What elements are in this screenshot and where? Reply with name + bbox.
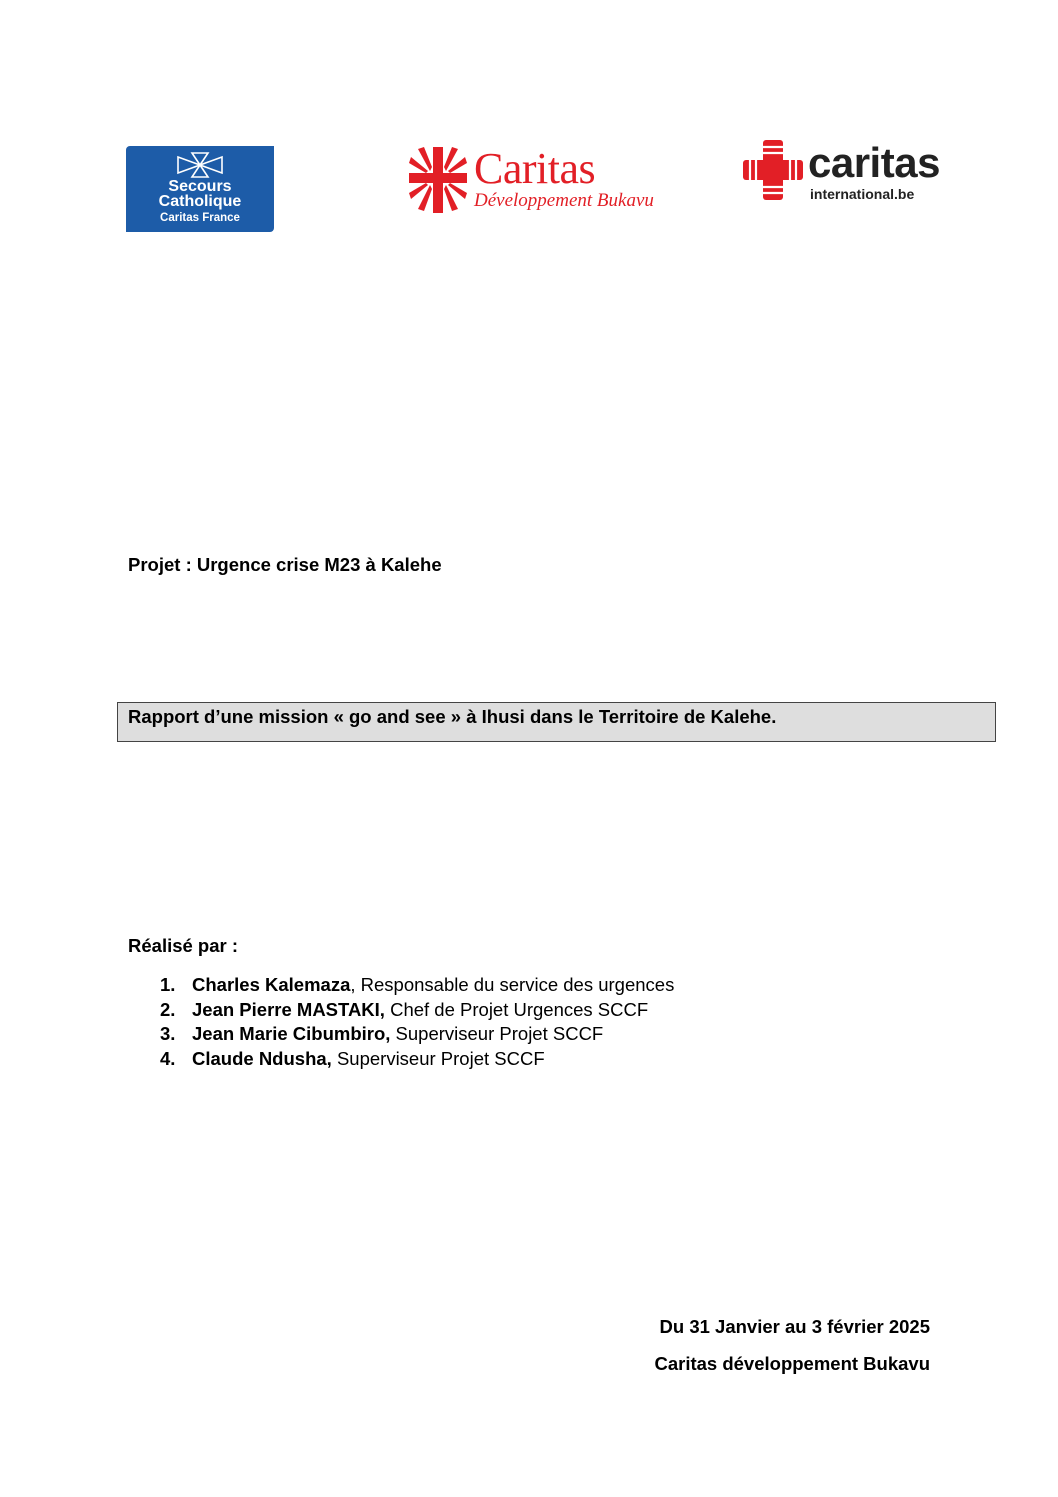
report-title: Rapport d’une mission « go and see » à Ihusi dans le Territoire de Kalehe. [128, 706, 777, 727]
logo-line-1: Secours [168, 178, 232, 195]
report-title-box [117, 702, 996, 742]
logo-line-2: Catholique [158, 193, 242, 210]
author-role: Superviseur Projet SCCF [331, 1047, 545, 1069]
author-name: Jean Pierre MASTAKI, [192, 998, 385, 1020]
list-number: 2. [160, 998, 176, 1020]
list-number: 3. [160, 1023, 176, 1044]
mission-date: Du 31 Janvier au 3 février 2025 [659, 1316, 930, 1337]
caritas-international-logo [741, 138, 957, 204]
maltese-cross-icon [174, 151, 226, 179]
secours-catholique-logo [126, 146, 274, 232]
list-item [160, 973, 674, 998]
author-name: Charles Kalemaza [192, 974, 351, 995]
author-role: Superviseur Projet SCCF [390, 1023, 604, 1044]
caritas-bukavu-logo [408, 145, 688, 217]
caritas-international-subtitle: international.be [810, 186, 915, 202]
author-role: , Responsable du service des urgences [350, 974, 675, 995]
list-item [160, 1022, 674, 1047]
project-title: Projet : Urgence crise M23 à Kalehe [128, 554, 442, 575]
caritas-flame-cross-icon [408, 145, 470, 215]
author-name: Jean Marie Cibumbiro, [192, 1023, 391, 1044]
caritas-cross-icon [741, 138, 805, 202]
list-number: 4. [160, 1047, 176, 1069]
list-number: 1. [160, 974, 176, 995]
list-item [160, 1047, 674, 1072]
list-item [160, 998, 674, 1023]
realise-label: Réalisé par : [128, 935, 239, 956]
logo-line-3: Caritas France [160, 212, 240, 224]
organization-name: Caritas développement Bukavu [654, 1353, 930, 1374]
caritas-international-name: caritas [808, 139, 940, 186]
author-role: Chef de Projet Urgences SCCF [384, 998, 649, 1020]
authors-list [160, 973, 674, 1071]
caritas-name: Caritas [474, 144, 596, 193]
author-name: Claude Ndusha, [192, 1047, 332, 1069]
caritas-subtitle: Développement Bukavu [474, 190, 654, 211]
